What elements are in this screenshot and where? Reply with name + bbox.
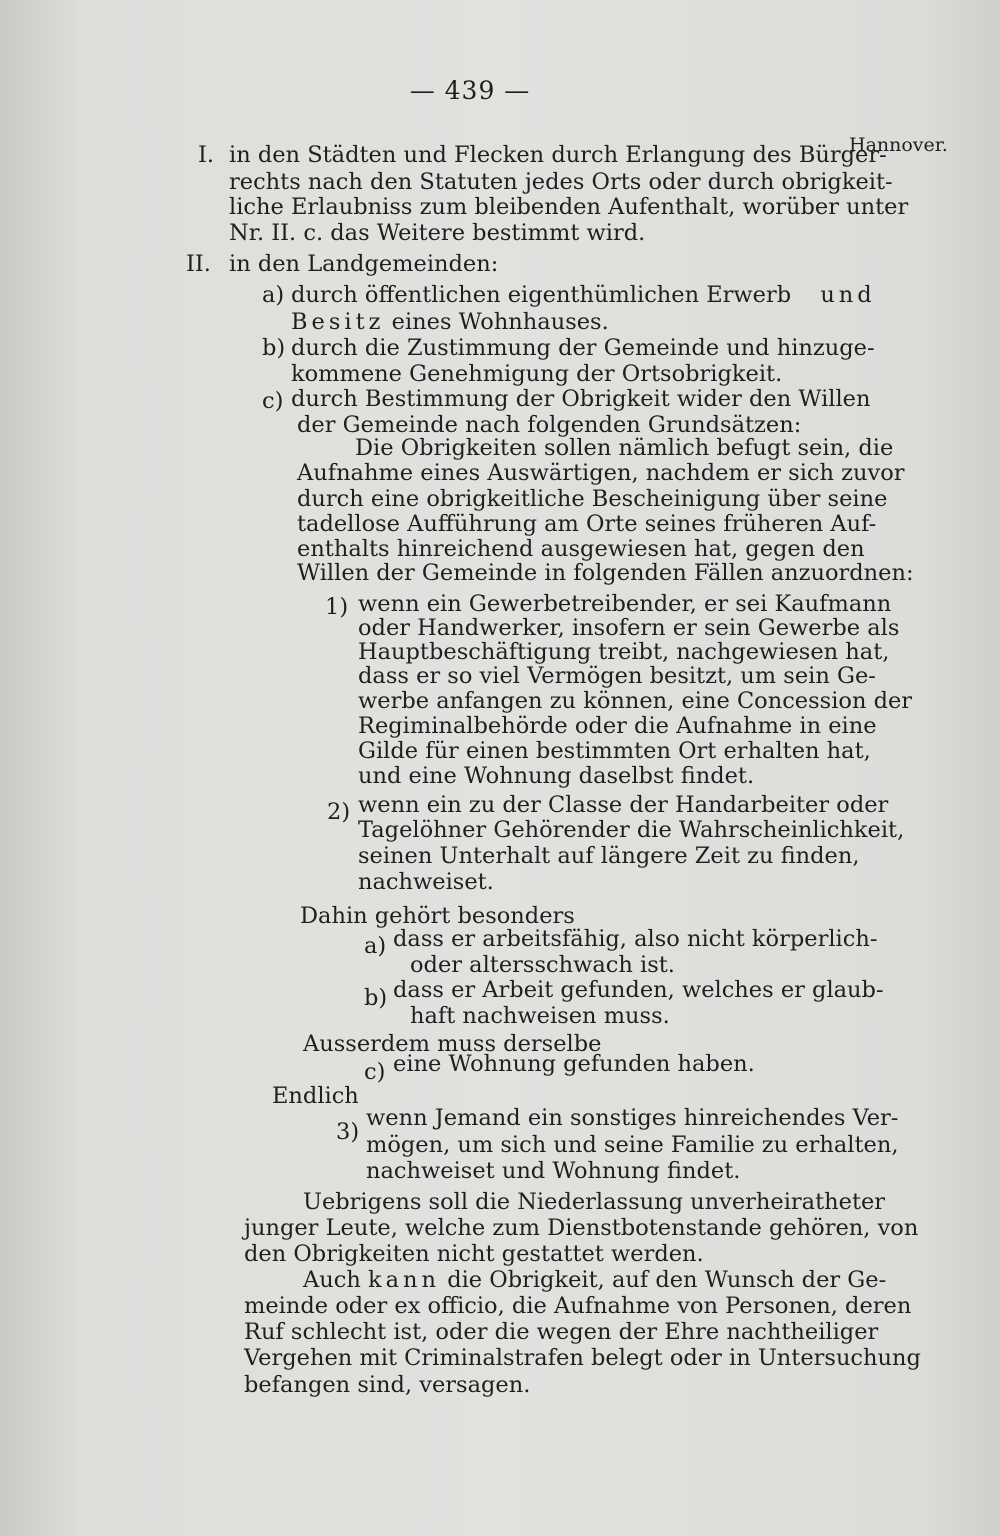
item-marker: 3) [336, 1119, 360, 1145]
text-line: Aufnahme eines Auswärtigen, nachdem er sich zuvor [297, 460, 905, 486]
text-line: dass er arbeitsfähig, also nicht körperlich- [393, 926, 878, 952]
text-line: durch die Zustimmung der Gemeinde und hinzuge- [291, 335, 875, 361]
text-line: Ausserdem muss derselbe [303, 1031, 602, 1057]
text-line: oder Handwerker, insofern er sein Gewerbe als [358, 615, 900, 641]
section-marker: II. [186, 251, 211, 277]
text-line: den Obrigkeiten nicht gestattet werden. [244, 1241, 704, 1267]
text-line: Gilde für einen bestimmten Ort erhalten hat, [358, 738, 871, 764]
text-line: Ruf schlecht ist, oder die wegen der Ehre nachtheiliger [244, 1319, 879, 1345]
text-line: durch öffentlichen eigenthümlichen Erwerb und [291, 282, 876, 308]
text-line: und eine Wohnung daselbst findet. [358, 763, 755, 789]
text-line: der Gemeinde nach folgenden Grundsätzen: [297, 412, 802, 438]
text-line: Nr. II. c. das Weitere bestimmt wird. [229, 220, 646, 246]
text-line: wenn ein zu der Classe der Handarbeiter oder [358, 792, 889, 818]
text-line: nachweiset und Wohnung findet. [366, 1158, 741, 1184]
text-line: durch eine obrigkeitliche Bescheinigung über seine [297, 486, 888, 512]
item-marker: b) [262, 335, 286, 361]
text-line: Tagelöhner Gehörender die Wahrscheinlichkeit, [358, 817, 905, 843]
text-line: durch Bestimmung der Obrigkeit wider den Willen [291, 386, 871, 412]
text-line: dass er Arbeit gefunden, welches er glaub- [393, 977, 884, 1003]
item-marker: c) [364, 1059, 386, 1085]
text-line: meinde oder ex officio, die Aufnahme von Personen, deren [244, 1293, 912, 1319]
text-line: haft nachweisen muss. [410, 1003, 670, 1029]
item-marker: 2) [327, 799, 351, 825]
text-line: liche Erlaubniss zum bleibenden Aufenthalt, worüber unter [229, 194, 909, 220]
text-line: dass er so viel Vermögen besitzt, um sein Ge- [358, 663, 876, 689]
section-marker: I. [198, 142, 215, 168]
text-line: mögen, um sich und seine Familie zu erhalten, [366, 1132, 899, 1158]
text-line: nachweiset. [358, 869, 494, 895]
page-number: — 439 — [409, 76, 531, 105]
text-line: befangen sind, versagen. [244, 1372, 531, 1398]
item-marker: b) [364, 985, 388, 1011]
text-line: eine Wohnung gefunden haben. [393, 1051, 755, 1077]
text-line: tadellose Aufführung am Orte seines früheren Auf- [297, 511, 877, 537]
text-line: Willen der Gemeinde in folgenden Fällen anzuordnen: [297, 560, 914, 586]
section-heading: in den Landgemeinden: [229, 251, 499, 277]
text-line: in den Städten und Flecken durch Erlangung des Bürger- [229, 142, 887, 168]
text-line: Besitz eines Wohnhauses. [291, 309, 609, 335]
text-line: Regiminalbehörde oder die Aufnahme in eine [358, 713, 877, 739]
text-line: wenn Jemand ein sonstiges hinreichendes Ver- [366, 1105, 899, 1131]
text-line: werbe anfangen zu können, eine Concession der [358, 688, 913, 714]
text-line: Hauptbeschäftigung treibt, nachgewiesen hat, [358, 639, 890, 665]
text-line: rechts nach den Statuten jedes Orts oder durch obrigkeit- [229, 169, 893, 195]
text-line: junger Leute, welche zum Dienstbotenstande gehören, von [244, 1215, 919, 1241]
text-line: wenn ein Gewerbetreibender, er sei Kaufmann [358, 591, 892, 617]
text-line: Auch kann die Obrigkeit, auf den Wunsch der Ge- [303, 1267, 887, 1293]
text-line: Uebrigens soll die Niederlassung unverheiratheter [303, 1189, 886, 1215]
margin-note: Hannover. [849, 134, 948, 156]
text-line: kommene Genehmigung der Ortsobrigkeit. [291, 361, 783, 387]
item-marker: c) [262, 388, 284, 414]
text-line: enthalts hinreichend ausgewiesen hat, gegen den [297, 536, 865, 562]
item-marker: a) [262, 282, 285, 308]
text-line: Dahin gehört besonders [300, 903, 575, 929]
text-line: Endlich [272, 1083, 359, 1109]
text-line: Vergehen mit Criminalstrafen belegt oder in Untersuchung [244, 1345, 921, 1371]
item-marker: a) [364, 933, 387, 959]
text-line: oder altersschwach ist. [410, 952, 675, 978]
text-line: seinen Unterhalt auf längere Zeit zu finden, [358, 843, 860, 869]
item-marker: 1) [325, 594, 349, 620]
text-line: Die Obrigkeiten sollen nämlich befugt sein, die [355, 435, 894, 461]
